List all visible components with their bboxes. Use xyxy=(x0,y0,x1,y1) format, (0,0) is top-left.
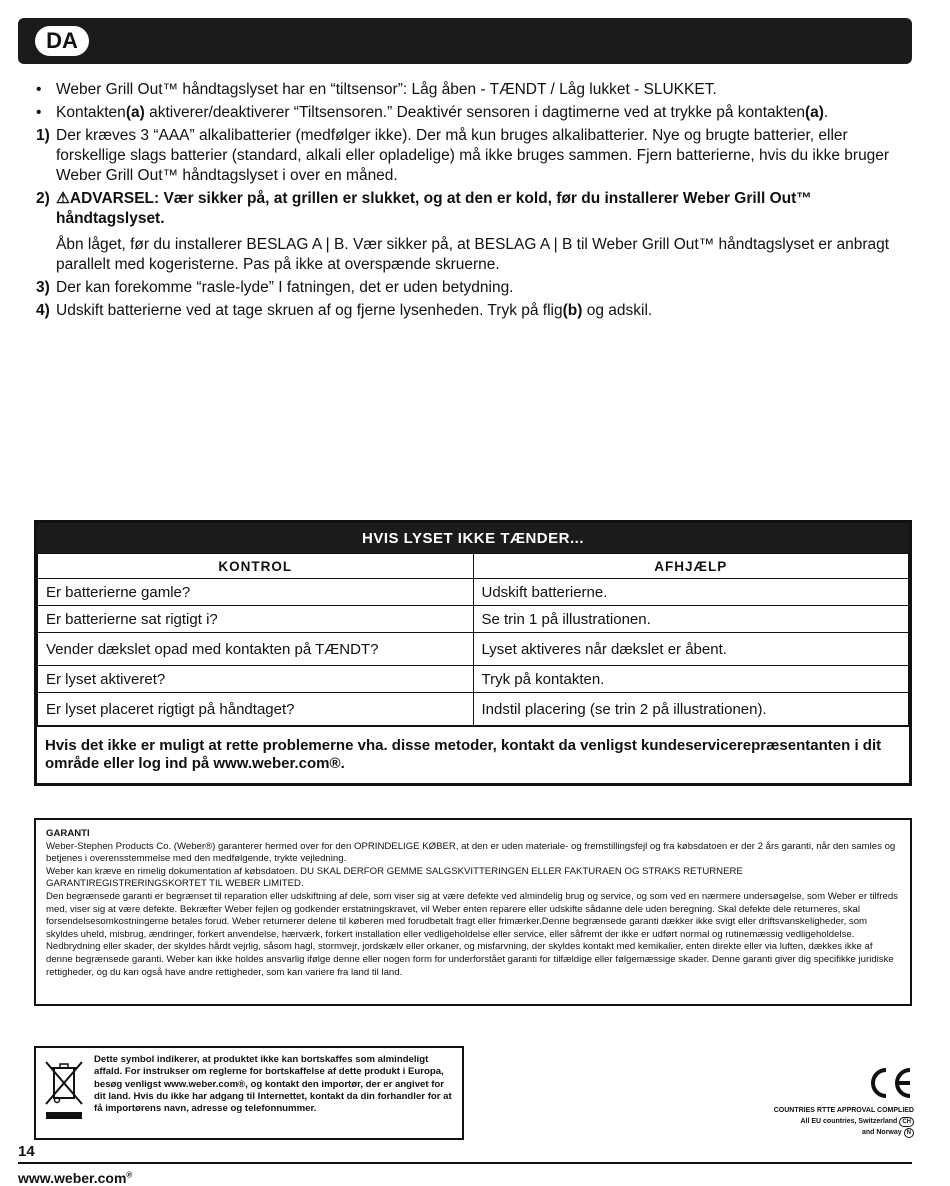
ce-mark-icon xyxy=(866,1066,914,1100)
bullet-item xyxy=(36,103,916,123)
fix-cell: Lyset aktiveres når dækslet er åbent. xyxy=(473,633,909,666)
fix-cell: Indstil placering (se trin 2 på illustrationen). xyxy=(473,693,909,726)
check-cell: Vender dækslet opad med kontakten på TÆNDT? xyxy=(38,633,474,666)
step-3 xyxy=(36,278,916,298)
bullet-marker: • xyxy=(36,81,42,98)
warranty-title: GARANTI xyxy=(46,828,90,839)
step-text: Udskift batterierne ved at tage skruen af og fjerne lysenheden. Tryk på flig(b) og adskil. xyxy=(56,302,653,319)
column-header-check: KONTROL xyxy=(38,554,474,579)
warranty-box xyxy=(34,818,912,1006)
step-text: Åbn låget, før du installerer BESLAG A | B. Vær sikker på, at BESLAG A | B til Weber Grill Out™ håndtagslyset er anbragt parallelt med kogeristerne. Pas på ikke at overspænde skruerne. xyxy=(56,236,890,273)
step-number: 3) xyxy=(36,279,50,296)
step-number: 1) xyxy=(36,127,50,144)
page-number: 14 xyxy=(18,1143,35,1160)
crossed-out-wheelie-bin-icon xyxy=(42,1058,86,1128)
troubleshooting-table xyxy=(34,520,912,786)
table-row xyxy=(38,579,909,606)
warning-text: ⚠ADVARSEL: Vær sikker på, at grillen er slukket, og at den er kold, før du installerer Weber Grill Out™ håndtagslyset. xyxy=(56,190,812,227)
warranty-paragraph: Den begrænsede garanti er begrænset til reparation eller udskiftning af dele, som viser sig at være defekte ved almindelig brug og service, og som ved en nærmere undersøgelse, som Weber er tilfreds med, viser sig at være defekte. Bekræfter Weber fejlen og godkender erstatningskravet, vil Weber enten reparere eller udskifte sådanne dele uden beregning. Skal defekte dele returneres, skal forsendelsesomkostningerne betales forud. Weber returnerer delene til køberen med forudbetalt fragt eller frimærker.Denne begrænsede garanti dækker ikke svigt eller driftsvanskeligheder, som skyldes uheld, misbrug, ændringer, forkert anvendelse, hærværk, forkert installation eller vedligeholdelse eller service, eller såfremt der ikke er udført normal og rutinemæssig vedligeholdelse. Nedbrydning eller skader, der skyldes hårdt vejrlig, såsom hagl, stormvejr, jordskælv eller orkaner, og misfarvning, der skyldes kontakt med kemikalier, enten direkte eller via luften, dækkes ikke af denne begrænsede garanti. Weber kan ikke holdes ansvarlig ifølge denne eller nogen form for underforstået garanti for tilfældige eller følgemæssige skader. Denne garanti giver dig specifikke juridiske rettigheder, og du kan også have andre rettigheder, som kan variere fra land til land. xyxy=(46,890,898,978)
step-number: 4) xyxy=(36,302,50,319)
step-2 xyxy=(36,189,916,275)
cert-line: All EU countries, Switzerland xyxy=(800,1118,898,1125)
step-text: Der kræves 3 “AAA” alkalibatterier (medfølger ikke). Der må kun bruges alkalibatterier. Nye og brugte batterier, eller forskellige slags batterier (standard, alkali eller opladelige) må ikke bruges sammen. Fjern batterierne, hvis du ikke bruger Weber Grill Out™ håndtagslyset i over en måned. xyxy=(56,127,890,184)
check-cell: Er lyset placeret rigtigt på håndtaget? xyxy=(38,693,474,726)
bullet-item xyxy=(36,80,916,100)
step-number: 2) xyxy=(36,190,50,207)
table-title: HVIS LYSET IKKE TÆNDER... xyxy=(37,523,909,553)
header-bar xyxy=(18,18,912,64)
check-cell: Er batterierne gamle? xyxy=(38,579,474,606)
country-badge: N xyxy=(904,1128,914,1138)
fix-cell: Se trin 1 på illustrationen. xyxy=(473,606,909,633)
bullet-marker: • xyxy=(36,104,42,121)
step-1 xyxy=(36,126,916,186)
country-badge: CH xyxy=(899,1117,914,1127)
fix-cell: Tryk på kontakten. xyxy=(473,666,909,693)
table-row xyxy=(38,693,909,726)
check-cell: Er lyset aktiveret? xyxy=(38,666,474,693)
fix-cell: Udskift batterierne. xyxy=(473,579,909,606)
bullet-text: Kontakten(a) aktiverer/deaktiverer “Tiltsensoren.” Deaktivér sensoren i dagtimerne ved at trykke på kontakten(a). xyxy=(56,104,829,121)
table-row xyxy=(38,666,909,693)
step-4 xyxy=(36,301,916,321)
weee-text: Dette symbol indikerer, at produktet ikke kan bortskaffes som almindeligt affald. For instrukser om reglerne for bortskaffelse af dette produkt i Europa, besøg venligst www.weber.com®, og kontakt den importør, der er angivet for dit land. Hvis du ikke har adgang til Internettet, kontakt da din forhandler for at få importørens navn, adresse og telefonnummer. xyxy=(94,1054,452,1115)
warranty-paragraph: Weber-Stephen Products Co. (Weber®) garanterer hermed over for den OPRINDELIGE KØBER, at den er uden materiale- og fremstillingsfejl og fra købsdatoen er der 2 års garanti, når den samles og betjenes i overensstemmelse med den medfølgende, trykte vejledning. xyxy=(46,840,896,865)
cert-line: COUNTRIES RTTE APPROVAL COMPLIED xyxy=(773,1107,914,1114)
troubleshooting-grid xyxy=(37,553,909,726)
warranty-paragraph: Weber kan kræve en rimelig dokumentation af købsdatoen. DU SKAL DERFOR GEMME SALGSKVITTERINGEN ELLER FAKTURAEN OG STRAKS RETURNERE GARANTIREGISTRERINGSKORTET TIL WEBER LIMITED. xyxy=(46,865,743,890)
contact-note: Hvis det ikke er muligt at rette problemerne vha. disse metoder, kontakt da venligst kundeservicerepræsentanten i dit område eller log ind på www.weber.com®. xyxy=(37,726,909,783)
language-badge: DA xyxy=(35,26,89,56)
cert-line: and Norway xyxy=(861,1129,902,1136)
check-cell: Er batterierne sat rigtigt i? xyxy=(38,606,474,633)
instructions xyxy=(36,80,916,324)
weee-disposal-box xyxy=(34,1046,464,1140)
certification-info xyxy=(774,1105,914,1138)
bullet-text: Weber Grill Out™ håndtagslyset har en “tiltsensor”: Låg åben - TÆNDT / Låg lukket - SLUKKET. xyxy=(56,81,717,98)
column-header-fix: AFHJÆLP xyxy=(473,554,909,579)
website-link[interactable]: www.weber.com® xyxy=(18,1170,133,1186)
table-row xyxy=(38,606,909,633)
footer-divider xyxy=(18,1162,912,1164)
step-text: Der kan forekomme “rasle-lyde” I fatningen, det er uden betydning. xyxy=(56,279,514,296)
table-row xyxy=(38,633,909,666)
